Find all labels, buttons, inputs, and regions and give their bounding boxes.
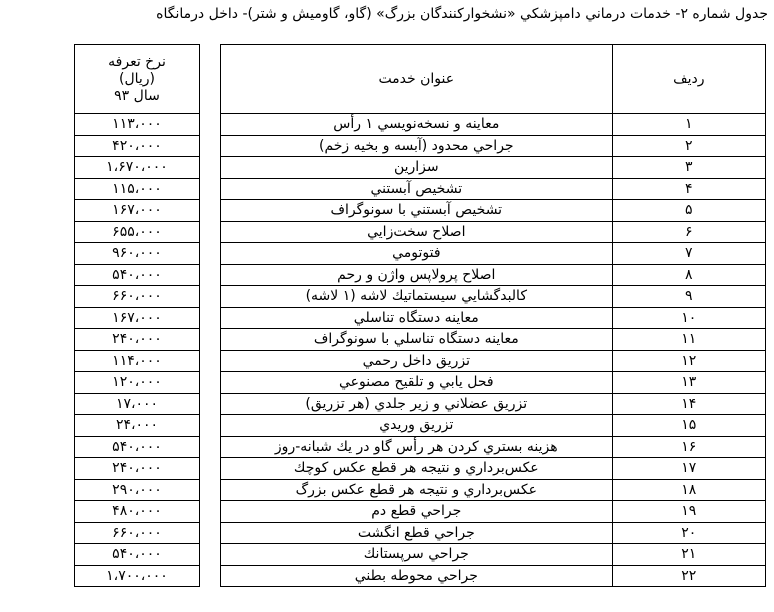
service-cell: تزريق داخل رحمي (221, 350, 613, 372)
row-number-cell: ۹ (612, 286, 765, 308)
rate-header-line-2: (ريال) (118, 70, 156, 87)
rate-cell: ۲۴۰،۰۰۰ (75, 329, 200, 351)
table-row (221, 458, 766, 480)
rate-row (75, 200, 200, 222)
service-cell: جراحي قطع دم (221, 501, 613, 523)
rate-row (75, 565, 200, 587)
service-column-header: عنوان خدمت (221, 45, 613, 114)
rate-row (75, 479, 200, 501)
rate-row (75, 436, 200, 458)
service-table (220, 44, 766, 587)
rate-cell: ۱۶۷،۰۰۰ (75, 200, 200, 222)
service-cell: جراحي سرپستانك (221, 544, 613, 566)
service-cell: معاينه دستگاه تناسلي (221, 307, 613, 329)
rate-cell: ۶۶۰،۰۰۰ (75, 522, 200, 544)
row-number-cell: ۱۷ (612, 458, 765, 480)
row-number-cell: ۱۳ (612, 372, 765, 394)
table-row (221, 544, 766, 566)
rate-row (75, 372, 200, 394)
rate-column-header (75, 45, 200, 114)
rate-cell: ۱۱۴،۰۰۰ (75, 350, 200, 372)
rate-row (75, 157, 200, 179)
row-number-column-header: رديف (612, 45, 765, 114)
row-number-cell: ۶ (612, 221, 765, 243)
rate-cell: ۶۶۰،۰۰۰ (75, 286, 200, 308)
table-row (221, 114, 766, 136)
rate-cell: ۲۹۰،۰۰۰ (75, 479, 200, 501)
row-number-cell: ۱۱ (612, 329, 765, 351)
service-cell: تزريق عضلاني و زير جلدي (هر تزريق) (221, 393, 613, 415)
service-cell: سزارين (221, 157, 613, 179)
service-cell: اصلاح سخت‌زايي (221, 221, 613, 243)
table-row (221, 565, 766, 587)
row-number-cell: ۱ (612, 114, 765, 136)
rate-cell: ۲۴،۰۰۰ (75, 415, 200, 437)
rate-row (75, 178, 200, 200)
rate-row (75, 114, 200, 136)
table-row (221, 200, 766, 222)
rate-row (75, 243, 200, 265)
row-number-cell: ۱۸ (612, 479, 765, 501)
rate-cell: ۵۴۰،۰۰۰ (75, 264, 200, 286)
table-row (221, 286, 766, 308)
table-row (221, 135, 766, 157)
rate-header-line-1: نرخ تعرفه (108, 53, 166, 70)
rate-cell: ۱۷،۰۰۰ (75, 393, 200, 415)
service-cell: كالبدگشايي سيستماتيك لاشه (۱ لاشه) (221, 286, 613, 308)
rate-row (75, 522, 200, 544)
row-number-cell: ۱۴ (612, 393, 765, 415)
table-row (221, 522, 766, 544)
row-number-cell: ۲۱ (612, 544, 765, 566)
table-row (221, 393, 766, 415)
table-row (221, 436, 766, 458)
rate-cell: ۶۵۵،۰۰۰ (75, 221, 200, 243)
row-number-cell: ۲۲ (612, 565, 765, 587)
rate-row (75, 544, 200, 566)
table-row (221, 329, 766, 351)
table-row (221, 501, 766, 523)
service-cell: جراحي قطع انگشت (221, 522, 613, 544)
rate-cell: ۱۲۰،۰۰۰ (75, 372, 200, 394)
row-number-cell: ۲۰ (612, 522, 765, 544)
row-number-cell: ۱۰ (612, 307, 765, 329)
row-number-cell: ۱۹ (612, 501, 765, 523)
rate-row (75, 221, 200, 243)
row-number-cell: ۱۶ (612, 436, 765, 458)
table-row (221, 350, 766, 372)
service-cell: معاينه دستگاه تناسلي با سونوگراف (221, 329, 613, 351)
rate-cell: ۱۱۵،۰۰۰ (75, 178, 200, 200)
rate-row (75, 264, 200, 286)
rate-header-row (75, 45, 200, 114)
row-number-cell: ۵ (612, 200, 765, 222)
row-number-cell: ۴ (612, 178, 765, 200)
rate-cell: ۱،۶۷۰،۰۰۰ (75, 157, 200, 179)
rate-row (75, 307, 200, 329)
rate-cell: ۴۸۰،۰۰۰ (75, 501, 200, 523)
rate-row (75, 350, 200, 372)
table-caption: جدول شماره ۲- خدمات درماني دامپزشكي «نشخواركنندگان بزرگ» (گاو، گاوميش و شتر)- داخل درمانگاه (156, 6, 768, 22)
row-number-cell: ۱۲ (612, 350, 765, 372)
service-cell: تشخيص آبستني (221, 178, 613, 200)
service-cell: جراحي محدود (آبسه و بخيه زخم) (221, 135, 613, 157)
rate-table (74, 44, 200, 587)
rate-header-line-3: سال ۹۳ (114, 87, 160, 104)
rate-cell: ۵۴۰،۰۰۰ (75, 436, 200, 458)
table-row (221, 479, 766, 501)
service-cell: فحل يابي و تلقيح مصنوعي (221, 372, 613, 394)
table-row (221, 157, 766, 179)
rate-row (75, 415, 200, 437)
rate-cell: ۴۲۰،۰۰۰ (75, 135, 200, 157)
row-number-cell: ۳ (612, 157, 765, 179)
row-number-cell: ۱۵ (612, 415, 765, 437)
rate-row (75, 458, 200, 480)
service-cell: عكس‌برداري و نتيجه هر قطع عكس بزرگ (221, 479, 613, 501)
rate-row (75, 393, 200, 415)
service-cell: عكس‌برداري و نتيجه هر قطع عكس كوچك (221, 458, 613, 480)
rate-row (75, 286, 200, 308)
table-row (221, 307, 766, 329)
service-header-row (221, 45, 766, 114)
row-number-cell: ۸ (612, 264, 765, 286)
rate-row (75, 329, 200, 351)
rate-cell: ۲۴۰،۰۰۰ (75, 458, 200, 480)
rate-cell: ۱۶۷،۰۰۰ (75, 307, 200, 329)
rate-row (75, 135, 200, 157)
rate-cell: ۵۴۰،۰۰۰ (75, 544, 200, 566)
service-cell: معاينه و نسخه‌نويسي ۱ رأس (221, 114, 613, 136)
rate-cell: ۹۶۰،۰۰۰ (75, 243, 200, 265)
row-number-cell: ۷ (612, 243, 765, 265)
table-row (221, 221, 766, 243)
service-cell: هزينه بستري كردن هر رأس گاو در يك شبانه-روز (221, 436, 613, 458)
table-row (221, 178, 766, 200)
rate-cell: ۱۱۳،۰۰۰ (75, 114, 200, 136)
table-row (221, 415, 766, 437)
service-cell: جراحي محوطه بطني (221, 565, 613, 587)
service-cell: تشخيص آبستني با سونوگراف (221, 200, 613, 222)
table-row (221, 264, 766, 286)
service-cell: فتوتومي (221, 243, 613, 265)
service-cell: تزريق وريدي (221, 415, 613, 437)
service-cell: اصلاح پرولاپس واژن و رحم (221, 264, 613, 286)
table-row (221, 243, 766, 265)
rate-cell: ۱،۷۰۰،۰۰۰ (75, 565, 200, 587)
row-number-cell: ۲ (612, 135, 765, 157)
rate-row (75, 501, 200, 523)
table-row (221, 372, 766, 394)
